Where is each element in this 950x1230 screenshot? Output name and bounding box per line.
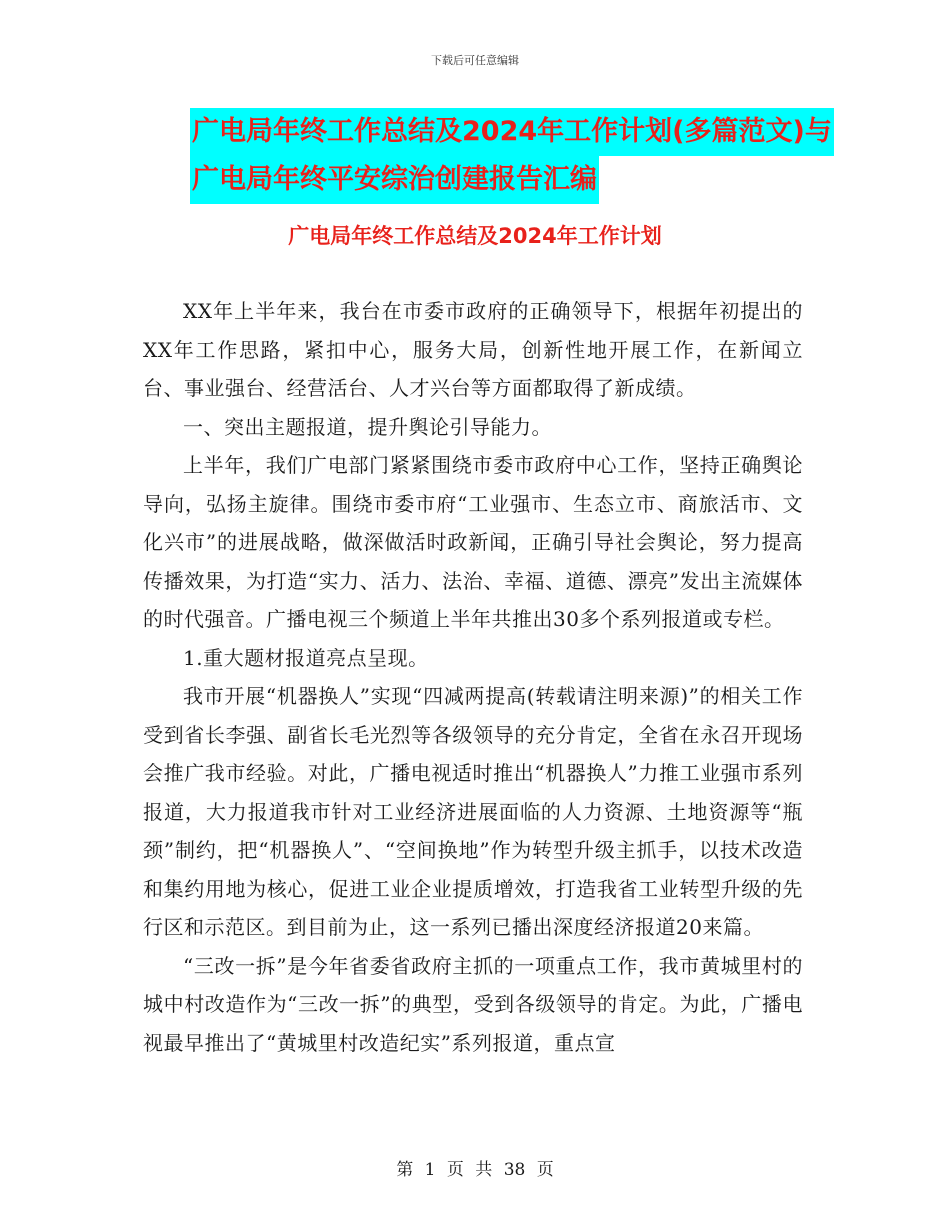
body-text xyxy=(143,292,803,1062)
title-line-1: 广电局年终工作总结及2024年工作计划(多篇范文)与 xyxy=(190,108,834,156)
paragraph-overview: 上半年，我们广电部门紧紧围绕市委市政府中心工作，坚持正确舆论导向，弘扬主旋律。围绕市委市府“工业强市、生态立市、商旅活市、文化兴市”的进展战略，做深做活时政新闻，正确引导社会舆论，努力提高传播效果，为打造“实力、活力、法治、幸福、道德、漂亮”发出主流媒体的时代强音。广播电视三个频道上半年共推出30多个系列报道或专栏。 xyxy=(143,453,803,631)
paragraph-intro: XX年上半年来，我台在市委市政府的正确领导下，根据年初提出的XX年工作思路，紧扣中心，服务大局，创新性地开展工作，在新闻立台、事业强台、经营活台、人才兴台等方面都取得了新成绩。 xyxy=(143,299,803,400)
page-number: 第 1 页 共 38 页 xyxy=(396,1160,554,1180)
paragraph-heading-1: 一、突出主题报道，提升舆论引导能力。 xyxy=(183,414,552,439)
paragraph-machine: 我市开展“机器换人”实现“四减两提高(转载请注明来源)”的相关工作受到省长李强、副省长毛光烈等各级领导的充分肯定，全省在永召开现场会推广我市经验。对此，广播电视适时推出“机器换人”力推工业强市系列报道，大力报道我市针对工业经济进展面临的人力资源、土地资源等“瓶颈”制约，把“机器换人”、“空间换地”作为转型升级主抓手，以技术改造和集约用地为核心，促进工业企业提质增效，打造我省工业转型升级的先行区和示范区。到目前为止，这一系列已播出深度经济报道20来篇。 xyxy=(143,684,803,939)
document-title xyxy=(190,108,830,204)
paragraph-subheading-1: 1.重大题材报道亮点呈现。 xyxy=(183,645,429,670)
paragraph-three-reforms: “三改一拆”是今年省委省政府主抓的一项重点工作，我市黄城里村的城中村改造作为“三改一拆”的典型，受到各级领导的肯定。为此，广播电视最早推出了“黄城里村改造纪实”系列报道，重点宣 xyxy=(143,953,803,1055)
section-title: 广电局年终工作总结及2024年工作计划 xyxy=(288,224,662,248)
title-line-2: 广电局年终平安综治创建报告汇编 xyxy=(190,156,599,204)
page-header-note: 下载后可任意编辑 xyxy=(431,54,519,67)
